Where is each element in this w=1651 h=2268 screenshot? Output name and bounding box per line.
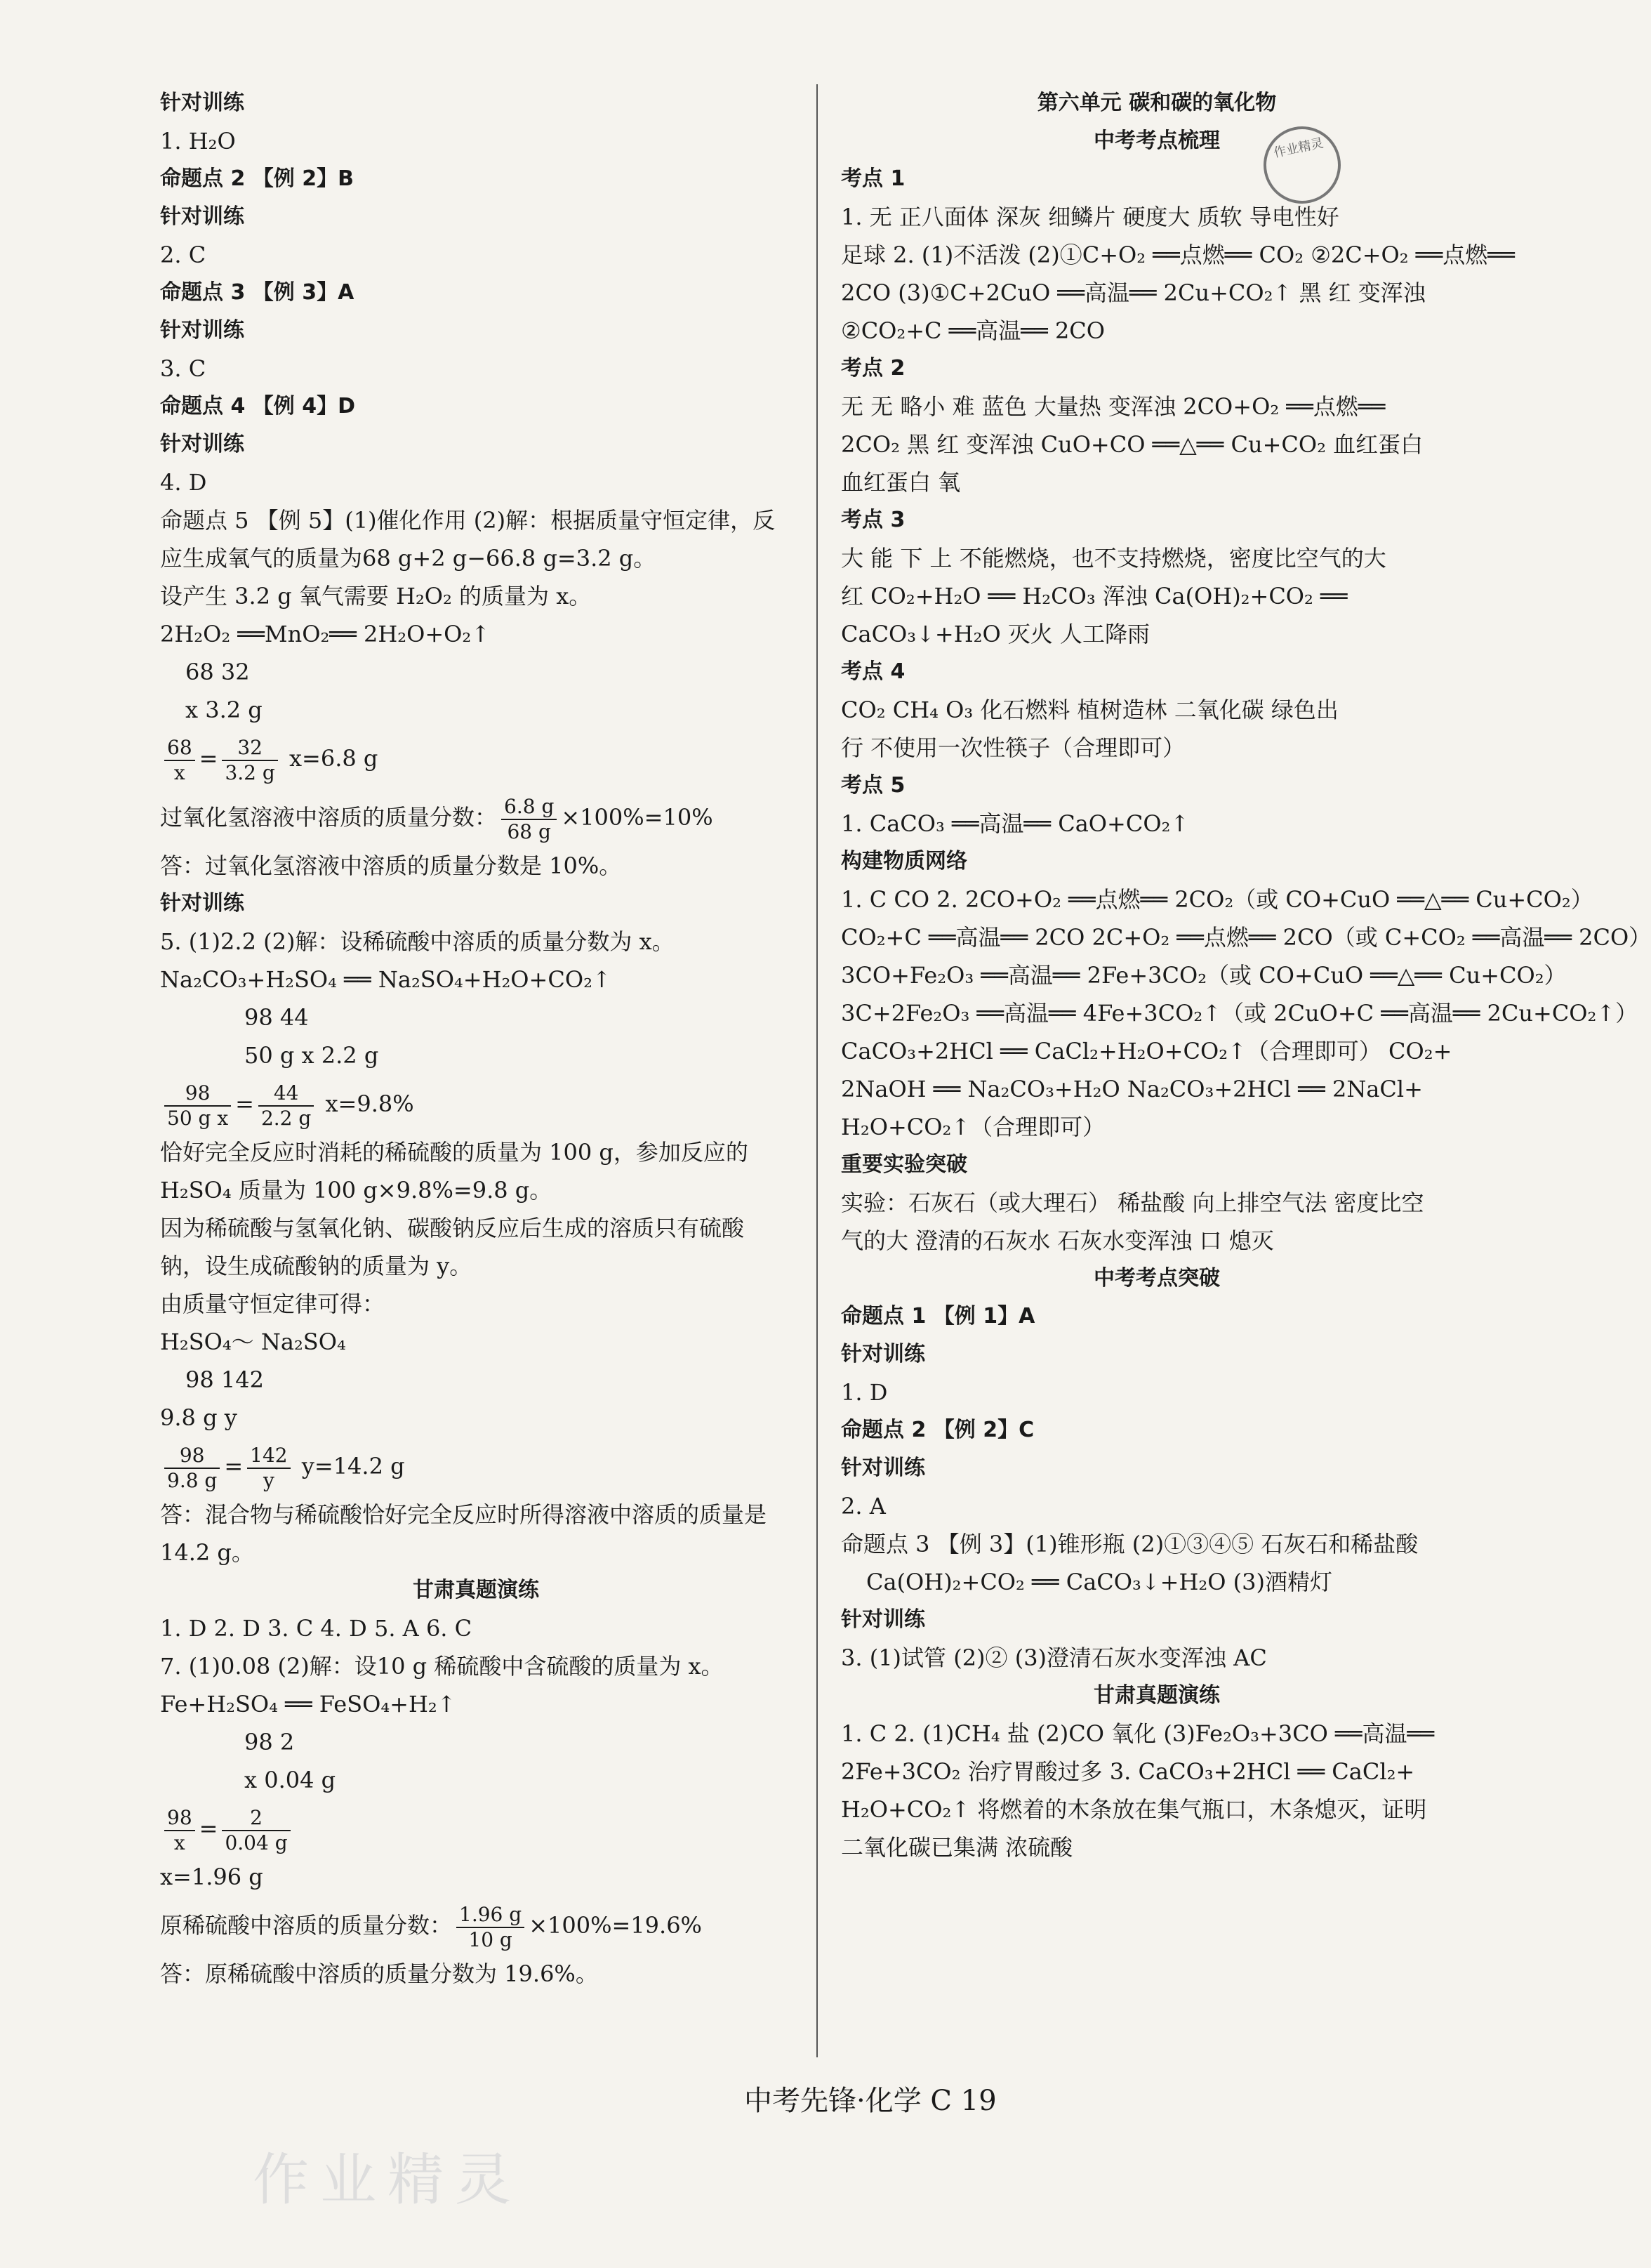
numerator: 2	[222, 1806, 290, 1831]
line-text: 应生成氧气的质量为68 g+2 g−66.8 g=3.2 g。	[160, 545, 656, 572]
left-line	[160, 426, 792, 463]
line-text: 答：混合物与稀硫酸恰好完全反应时所得溶液中溶质的质量是	[160, 1501, 767, 1528]
right-line	[841, 1487, 1473, 1525]
line-text: 4. D	[160, 469, 207, 496]
fraction	[456, 1903, 524, 1952]
line-text: CaCO₃+2HCl ══ CaCl₂+H₂O+CO₂↑（合理即可） CO₂+	[841, 1038, 1452, 1064]
equals-sign: =	[224, 1453, 244, 1479]
left-line	[160, 1955, 792, 1993]
left-line	[160, 1799, 792, 1858]
numerator: 6.8 g	[501, 795, 557, 820]
numerator: 98	[164, 1806, 195, 1831]
denominator: 68 g	[507, 819, 551, 843]
right-line	[841, 805, 1473, 843]
line-text: 5. (1)2.2 (2)解：设稀硫酸中溶质的质量分数为 x。	[160, 928, 675, 955]
line-text: 命题点 3 【例 3】(1)锥形瓶 (2)①③④⑤ 石灰石和稀盐酸	[841, 1531, 1419, 1557]
left-line	[160, 615, 792, 653]
line-text: 2Fe+3CO₂ 治疗胃酸过多 3. CaCO₃+2HCl ══ CaCl₂+	[841, 1758, 1415, 1785]
line-text: 1. D 2. D 3. C 4. D 5. A 6. C	[160, 1615, 472, 1642]
fraction	[164, 1081, 231, 1130]
line-text: 2. C	[160, 242, 206, 268]
line-text: 考点 3	[841, 508, 906, 532]
numerator: 98	[164, 1444, 220, 1469]
left-line	[160, 312, 792, 350]
line-text: 9.8 g y	[160, 1404, 237, 1431]
line-text: 1. CaCO₃ ══高温══ CaO+CO₂↑	[841, 810, 1190, 837]
denominator: x	[173, 1831, 185, 1854]
left-line	[160, 539, 792, 577]
line-text: 98 44	[244, 1004, 309, 1031]
line-text: 针对训练	[160, 204, 244, 229]
line-text: 50 g x 2.2 g	[244, 1042, 379, 1069]
right-line	[841, 1373, 1473, 1411]
right-line	[841, 729, 1473, 767]
right-line	[841, 1525, 1473, 1563]
right-line	[841, 1601, 1473, 1639]
line-text: 2CO₂ 黑 红 变浑浊 CuO+CO ══△══ Cu+CO₂ 血红蛋白	[841, 431, 1424, 458]
line-text: 考点 2	[841, 356, 906, 381]
left-line	[160, 1074, 792, 1133]
line-text: 设产生 3.2 g 氧气需要 H₂O₂ 的质量为 x。	[160, 583, 592, 609]
left-line	[160, 1571, 792, 1609]
fraction	[222, 1806, 290, 1855]
line-text: 重要实验突破	[841, 1152, 967, 1177]
line-suffix: ×100%=19.6%	[529, 1912, 702, 1939]
line-text: H₂O+CO₂↑（合理即可）	[841, 1114, 1106, 1140]
right-line	[841, 198, 1473, 236]
line-text: 针对训练	[160, 318, 244, 343]
line-text: 无 无 略小 难 蓝色 大量热 变浑浊 2CO+O₂ ══点燃══	[841, 393, 1386, 420]
line-text: 3CO+Fe₂O₃ ══高温══ 2Fe+3CO₂（或 CO+CuO ══△══ Cu+CO₂）	[841, 962, 1567, 989]
equals-sign: =	[199, 745, 218, 772]
numerator: 68	[164, 736, 195, 761]
right-line	[841, 994, 1638, 1032]
left-line	[160, 1858, 792, 1896]
fraction	[501, 795, 557, 844]
line-text: 1. H₂O	[160, 128, 236, 154]
line-suffix: x=6.8 g	[281, 745, 378, 772]
line-suffix: ×100%=10%	[561, 804, 713, 831]
line-text: CO₂ CH₄ O₃ 化石燃料 植树造林 二氧化碳 绿色出	[841, 697, 1339, 723]
right-line	[841, 956, 1567, 994]
left-line	[160, 653, 792, 691]
right-line	[841, 1146, 1473, 1184]
line-text: 大 能 下 上 不能燃烧，也不支持燃烧，密度比空气的大	[841, 545, 1386, 572]
right-line	[841, 615, 1473, 653]
right-line	[841, 1449, 1473, 1487]
line-text: H₂O+CO₂↑ 将燃着的木条放在集气瓶口，木条熄灭，证明	[841, 1796, 1427, 1823]
line-text: 1. D	[841, 1379, 888, 1406]
right-line	[841, 691, 1473, 729]
left-line	[160, 1285, 792, 1323]
right-line	[841, 1677, 1473, 1715]
line-text: 1. C 2. (1)CH₄ 盐 (2)CO 氧化 (3)Fe₂O₃+3CO ══高温══	[841, 1720, 1435, 1747]
left-line	[160, 691, 792, 729]
fraction	[222, 736, 277, 785]
line-text: 中考考点突破	[1094, 1266, 1220, 1291]
left-line	[160, 1496, 792, 1534]
equals-sign: =	[199, 1815, 218, 1842]
line-text: H₂SO₄～ Na₂SO₄	[160, 1329, 346, 1355]
line-text: 98 142	[185, 1366, 264, 1393]
watermark: 作业精灵	[253, 2147, 522, 2213]
left-line	[160, 998, 792, 1036]
line-text: 因为稀硫酸与氢氧化钠、碳酸钠反应后生成的溶质只有硫酸	[160, 1215, 745, 1241]
denominator: 10 g	[468, 1927, 512, 1951]
left-column	[160, 84, 792, 1993]
right-line	[841, 1108, 1473, 1146]
right-line	[841, 577, 1473, 615]
line-text: 命题点 2 【例 2】C	[841, 1418, 1035, 1442]
left-line	[160, 1247, 792, 1285]
numerator: 32	[222, 736, 277, 761]
line-text: 针对训练	[841, 1456, 925, 1480]
line-text: 命题点 5 【例 5】(1)催化作用 (2)解：根据质量守恒定律，反	[160, 507, 776, 534]
numerator: 44	[258, 1081, 314, 1107]
left-line	[160, 1399, 792, 1437]
line-suffix: x=9.8%	[318, 1090, 414, 1117]
column-divider	[816, 84, 818, 2057]
line-text: x=1.96 g	[160, 1864, 263, 1890]
line-text: 过氧化氢溶液中溶质的质量分数：	[160, 804, 498, 831]
line-text: 考点 5	[841, 773, 906, 798]
denominator: 0.04 g	[225, 1831, 288, 1854]
left-line	[160, 1609, 792, 1647]
right-line	[841, 236, 1515, 274]
left-line	[160, 923, 792, 961]
fraction	[247, 1444, 290, 1493]
line-text: 血红蛋白 氧	[841, 469, 961, 496]
right-line	[841, 312, 1473, 350]
left-line	[160, 885, 792, 923]
line-text: 二氧化碳已集满 浓硫酸	[841, 1834, 1073, 1861]
right-line	[841, 160, 1473, 198]
line-text: 气的大 澄清的石灰水 石灰水变浑浊 口 熄灭	[841, 1227, 1274, 1254]
line-text: 2H₂O₂ ══MnO₂══ 2H₂O+O₂↑	[160, 621, 491, 647]
line-text: 2. A	[841, 1493, 886, 1519]
right-line	[841, 1639, 1473, 1677]
right-line	[841, 1032, 1473, 1070]
left-line	[160, 1437, 792, 1496]
left-line	[160, 1133, 792, 1171]
line-text: 14.2 g。	[160, 1539, 254, 1566]
left-line	[160, 236, 792, 274]
line-text: 考点 1	[841, 166, 906, 191]
line-text: 命题点 4 【例 4】D	[160, 394, 355, 418]
left-line	[160, 388, 792, 426]
right-column	[841, 84, 1651, 1866]
line-text: 针对训练	[160, 432, 244, 456]
right-line	[841, 426, 1473, 463]
numerator: 98	[164, 1081, 231, 1107]
left-line	[160, 1323, 792, 1361]
right-line	[841, 1563, 1473, 1601]
right-line	[841, 653, 1473, 691]
right-line	[841, 388, 1473, 426]
line-text: x 3.2 g	[185, 697, 263, 723]
denominator: 50 g x	[167, 1106, 229, 1130]
line-text: 3. (1)试管 (2)② (3)澄清石灰水变浑浊 AC	[841, 1644, 1267, 1671]
right-line	[841, 1828, 1473, 1866]
left-line	[160, 1647, 792, 1685]
right-line	[841, 539, 1473, 577]
line-text: 钠，设生成硫酸钠的质量为 y。	[160, 1253, 472, 1279]
left-line	[160, 350, 792, 388]
fraction	[164, 736, 195, 785]
line-text: 实验：石灰石（或大理石） 稀盐酸 向上排空气法 密度比空	[841, 1189, 1424, 1216]
right-line	[841, 881, 1593, 918]
line-text: CO₂+C ══高温══ 2CO 2C+O₂ ══点燃══ 2CO（或 C+CO₂ ══高温══ 2CO）	[841, 924, 1651, 951]
line-text: Fe+H₂SO₄ ══ FeSO₄+H₂↑	[160, 1691, 456, 1718]
right-line	[841, 1336, 1473, 1373]
left-line	[160, 463, 792, 501]
line-text: 考点 4	[841, 659, 906, 684]
left-line	[160, 1761, 792, 1799]
left-line	[160, 160, 792, 198]
line-text: 针对训练	[841, 1342, 925, 1366]
line-text: 针对训练	[160, 91, 244, 115]
stamp-logo: 作业精灵	[1257, 119, 1348, 211]
line-text: 针对训练	[160, 891, 244, 916]
line-text: H₂SO₄ 质量为 100 g×9.8%=9.8 g。	[160, 1177, 552, 1204]
denominator: 3.2 g	[225, 760, 275, 784]
line-text: 针对训练	[841, 1607, 925, 1632]
line-text: 98 2	[244, 1729, 295, 1755]
left-line	[160, 84, 792, 122]
right-line	[841, 918, 1651, 956]
left-line	[160, 1171, 792, 1209]
line-text: 答：过氧化氢溶液中溶质的质量分数是 10%。	[160, 852, 622, 879]
right-line	[841, 1184, 1473, 1222]
denominator: y	[263, 1468, 274, 1492]
line-text: 第六单元 碳和碳的氧化物	[1037, 91, 1277, 115]
left-line	[160, 788, 792, 847]
right-line	[841, 1753, 1473, 1791]
line-text: 甘肃真题演练	[1094, 1683, 1220, 1708]
left-line	[160, 198, 792, 236]
line-text: CaCO₃↓+H₂O 灭火 人工降雨	[841, 621, 1151, 647]
line-text: ②CO₂+C ══高温══ 2CO	[841, 317, 1106, 344]
line-text: 命题点 2 【例 2】B	[160, 166, 354, 191]
right-line	[841, 843, 1473, 881]
line-text: 恰好完全反应时消耗的稀硫酸的质量为 100 g，参加反应的	[160, 1139, 748, 1166]
line-text: 中考考点梳理	[1094, 128, 1220, 153]
line-text: 68 32	[185, 659, 250, 685]
line-text: 3. C	[160, 355, 206, 382]
left-line	[160, 1685, 792, 1723]
line-text: 原稀硫酸中溶质的质量分数：	[160, 1912, 453, 1939]
numerator: 1.96 g	[456, 1903, 524, 1928]
right-line	[841, 463, 1473, 501]
denominator: x	[173, 760, 185, 784]
right-line	[841, 767, 1473, 805]
left-line	[160, 1896, 792, 1955]
line-suffix: y=14.2 g	[294, 1453, 405, 1479]
line-text: 答：原稀硫酸中溶质的质量分数为 19.6%。	[160, 1960, 598, 1987]
line-text: 红 CO₂+H₂O ══ H₂CO₃ 浑浊 Ca(OH)₂+CO₂ ══	[841, 583, 1348, 609]
left-line	[160, 1723, 792, 1761]
line-text: 2CO (3)①C+2CuO ══高温══ 2Cu+CO₂↑ 黑 红 变浑浊	[841, 279, 1426, 306]
right-line	[841, 1260, 1473, 1298]
equals-sign: =	[235, 1090, 254, 1117]
right-line	[841, 1070, 1473, 1108]
line-text: 足球 2. (1)不活泼 (2)①C+O₂ ══点燃══ CO₂ ②2C+O₂ ══点燃══	[841, 242, 1515, 268]
right-line	[841, 1298, 1473, 1336]
line-text: 行 不使用一次性筷子（合理即可）	[841, 734, 1186, 761]
left-line	[160, 1534, 792, 1571]
page-footer: 中考先锋·化学 C 19	[744, 2085, 997, 2117]
fraction	[164, 1444, 220, 1493]
denominator: 9.8 g	[167, 1468, 218, 1492]
left-line	[160, 274, 792, 312]
left-line	[160, 847, 792, 885]
left-line	[160, 1209, 792, 1247]
left-line	[160, 961, 792, 998]
right-line	[841, 1222, 1473, 1260]
fraction	[258, 1081, 314, 1130]
line-text: 构建物质网络	[841, 849, 967, 873]
right-line	[841, 1791, 1473, 1828]
left-line	[160, 122, 792, 160]
line-text: 1. C CO 2. 2CO+O₂ ══点燃══ 2CO₂（或 CO+CuO ══△══ Cu+CO₂）	[841, 886, 1593, 913]
right-line	[841, 122, 1473, 160]
left-line	[160, 1036, 792, 1074]
line-text: 2NaOH ══ Na₂CO₃+H₂O Na₂CO₃+2HCl ══ 2NaCl+	[841, 1076, 1423, 1102]
right-line	[841, 84, 1473, 122]
line-text: 命题点 1 【例 1】A	[841, 1304, 1035, 1329]
line-text: 3C+2Fe₂O₃ ══高温══ 4Fe+3CO₂↑（或 2CuO+C ══高温══ 2Cu+CO₂↑）	[841, 1000, 1638, 1027]
left-line	[160, 577, 792, 615]
line-text: x 0.04 g	[244, 1767, 336, 1793]
line-text: Na₂CO₃+H₂SO₄ ══ Na₂SO₄+H₂O+CO₂↑	[160, 966, 611, 993]
line-text: 1. 无 正八面体 深灰 细鳞片 硬度大 质软 导电性好	[841, 204, 1339, 230]
line-text: 甘肃真题演练	[413, 1578, 539, 1602]
fraction	[164, 1806, 195, 1855]
line-text: 命题点 3 【例 3】A	[160, 280, 354, 305]
right-line	[841, 350, 1473, 388]
denominator: 2.2 g	[260, 1106, 312, 1130]
numerator: 142	[247, 1444, 290, 1469]
right-line	[841, 274, 1473, 312]
line-text: 由质量守恒定律可得：	[160, 1291, 385, 1317]
left-line	[160, 1361, 792, 1399]
line-text: Ca(OH)₂+CO₂ ══ CaCO₃↓+H₂O (3)酒精灯	[866, 1569, 1332, 1595]
right-line	[841, 1715, 1473, 1753]
right-line	[841, 1411, 1473, 1449]
left-line	[160, 501, 792, 539]
line-text: 7. (1)0.08 (2)解：设10 g 稀硫酸中含硫酸的质量为 x。	[160, 1653, 724, 1680]
left-line	[160, 729, 792, 788]
right-line	[841, 501, 1473, 539]
